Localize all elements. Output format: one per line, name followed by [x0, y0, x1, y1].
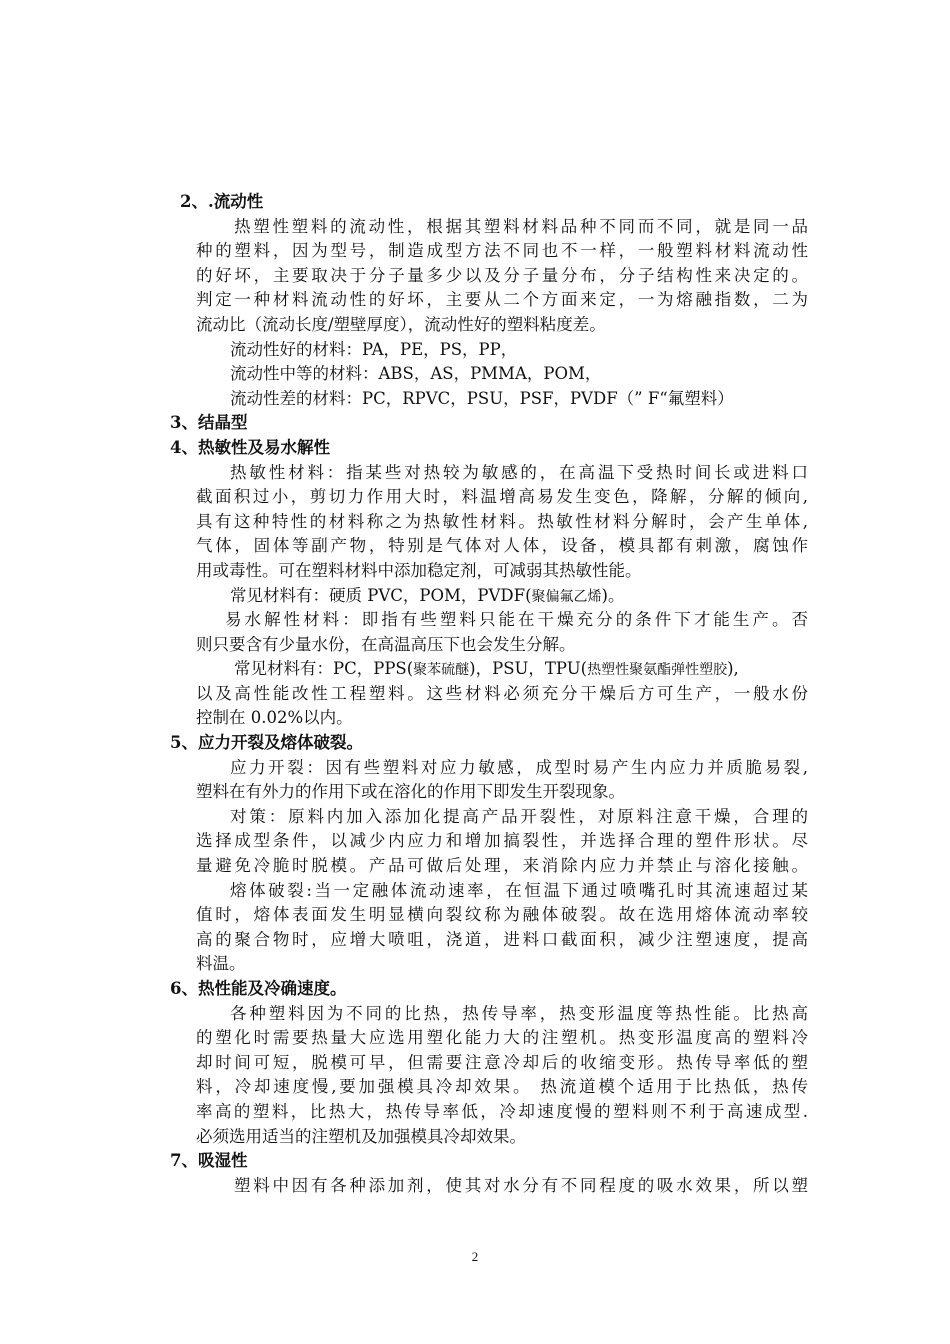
paragraph-line: 各种塑料因为不同的比热，热传导率，热变形温度等热性能。比热高	[230, 1003, 808, 1023]
paragraph-line: 熔体破裂:当一定融体流动速率，在恒温下通过喷嘴孔时其流速超过某	[230, 880, 808, 900]
section-heading-hygroscopicity: 7、吸湿性	[170, 1151, 248, 1171]
material-list-good: 流动性好的材料：PA，PE，PS，PP，	[230, 339, 518, 359]
paragraph-line: 以及高性能改性工程塑料。这些材料必须充分干燥后方可生产，一般水份	[196, 683, 808, 703]
paragraph-line: 的好坏，主要取决于分子量多少以及分子量分布，分子结构性来决定的。	[196, 265, 808, 285]
hydrolysis-common-materials	[196, 657, 808, 682]
text-run-small: 聚苯硫醚	[413, 662, 470, 679]
paragraph-line: 值时，熔体表面发生明显横向裂纹称为融体破裂。故在选用熔体流动率较	[196, 905, 808, 925]
paragraph-line: 判定一种材料流动性的好坏，主要从二个方面来定，一为熔融指数，二为	[196, 290, 808, 310]
paragraph-line: 则只要含有少量水份，在高温高压下也会发生分解。	[196, 634, 576, 654]
text-run: )。	[601, 585, 625, 605]
paragraph-line: 易水解性材料：即指有些塑料只能在干燥充分的条件下才能生产。否	[225, 610, 808, 630]
paragraph-line: 的塑化时需要热量大应选用塑化能力大的注塑机。热变形温度高的塑料冷	[196, 1028, 808, 1048]
section-heading-flowability: 2、.流动性	[180, 192, 264, 211]
text-run: )，PSU，TPU(	[469, 659, 588, 679]
page-number: 2	[471, 1249, 479, 1264]
section-heading-crystalline: 3、结晶型	[170, 413, 248, 433]
paragraph-line: 热塑性塑料的流动性，根据其塑料材料品种不同而不同，就是同一品	[234, 216, 808, 236]
paragraph-line: 率高的塑料，比热大，热传导率低，冷却速度慢的塑料则不利于高速成型.	[196, 1101, 808, 1121]
paragraph-line: 应力开裂：因有些塑料对应力敏感，成型时易产生内应力并质脆易裂,	[230, 757, 808, 777]
paragraph-line: 却时间可短，脱模可早，但需要注意冷却后的收缩变形。热传导率低的塑	[196, 1052, 808, 1072]
document-body	[170, 190, 808, 1198]
paragraph-line: 控制在 0.02%以内。	[196, 708, 353, 728]
paragraph-line: 热敏性材料：指某些对热较为敏感的，在高温下受热时间长或进料口	[230, 462, 808, 482]
paragraph-line: 种的塑料，因为型号，制造成型方法不同也不一样，一般塑料材料流动性	[196, 241, 808, 261]
text-run: 常见材料有：PC，PPS(	[234, 659, 414, 679]
paragraph-line: 气体，固体等副产物，特别是气体对人体，设备，模具都有刺激，腐蚀作	[196, 536, 808, 556]
section-heading-thermal-properties: 6、热性能及冷确速度。	[170, 979, 347, 998]
text-run: ),	[727, 659, 739, 679]
text-run-small: 聚偏氟乙烯	[531, 588, 602, 605]
paragraph-line: 截面积过小，剪切力作用大时，料温增高易发生变色，降解，分解的倾向,	[196, 487, 808, 507]
text-run-small: 热塑性聚氨酯弹性塑胶	[587, 662, 728, 679]
paragraph-line: 必须选用适当的注塑机及加强模具冷却效果。	[196, 1126, 526, 1146]
material-list-poor: 流动性差的材料：PC，RPVC，PSU，PSF，PVDF（” F“氟塑料）	[230, 388, 734, 408]
paragraph-line: 量避免冷脆时脱模。产品可做后处理，来消除内应力并禁止与溶化接触。	[196, 856, 808, 876]
paragraph-line: 流动比（流动长度/塑壁厚度），流动性好的塑料粘度差。	[196, 314, 606, 334]
section-heading-heat-sensitivity: 4、热敏性及易水解性	[170, 437, 330, 457]
paragraph-line: 塑料在有外力的作用下或在溶化的作用下即发生开裂现象。	[196, 782, 625, 802]
text-run: 常见材料有：硬质 PVC，POM，PVDF(	[230, 585, 532, 605]
material-list-medium: 流动性中等的材料：ABS，AS，PMMA，POM，	[230, 364, 602, 384]
paragraph-line: 料，冷却速度慢,要加强模具冷却效果。 热流道模个适用于比热低，热传	[196, 1077, 808, 1097]
paragraph-line: 塑料中因有各种添加剂，使其对水分有不同程度的吸水效果，所以塑	[234, 1175, 808, 1195]
paragraph-line: 具有这种特性的材料称之为热敏性材料。热敏性材料分解时，会产生单体,	[196, 511, 808, 531]
paragraph-line: 用或毒性。可在塑料材料中添加稳定剂，可减弱其热敏性能。	[196, 560, 642, 580]
paragraph-line: 对策：原料内加入添加化提高产品开裂性，对原料注意干燥，合理的	[230, 806, 808, 826]
paragraph-line: 料温。	[196, 954, 246, 974]
paragraph-line: 高的聚合物时，应增大喷咀，浇道，进料口截面积，减少注塑速度，提高	[196, 929, 808, 949]
paragraph-line: 选择成型条件，以减少内应力和增加搞裂性，并选择合理的塑件形状。尽	[196, 831, 808, 851]
section-heading-stress-cracking: 5、应力开裂及熔体破裂。	[170, 733, 363, 753]
heat-sensitive-common-materials	[196, 584, 808, 609]
